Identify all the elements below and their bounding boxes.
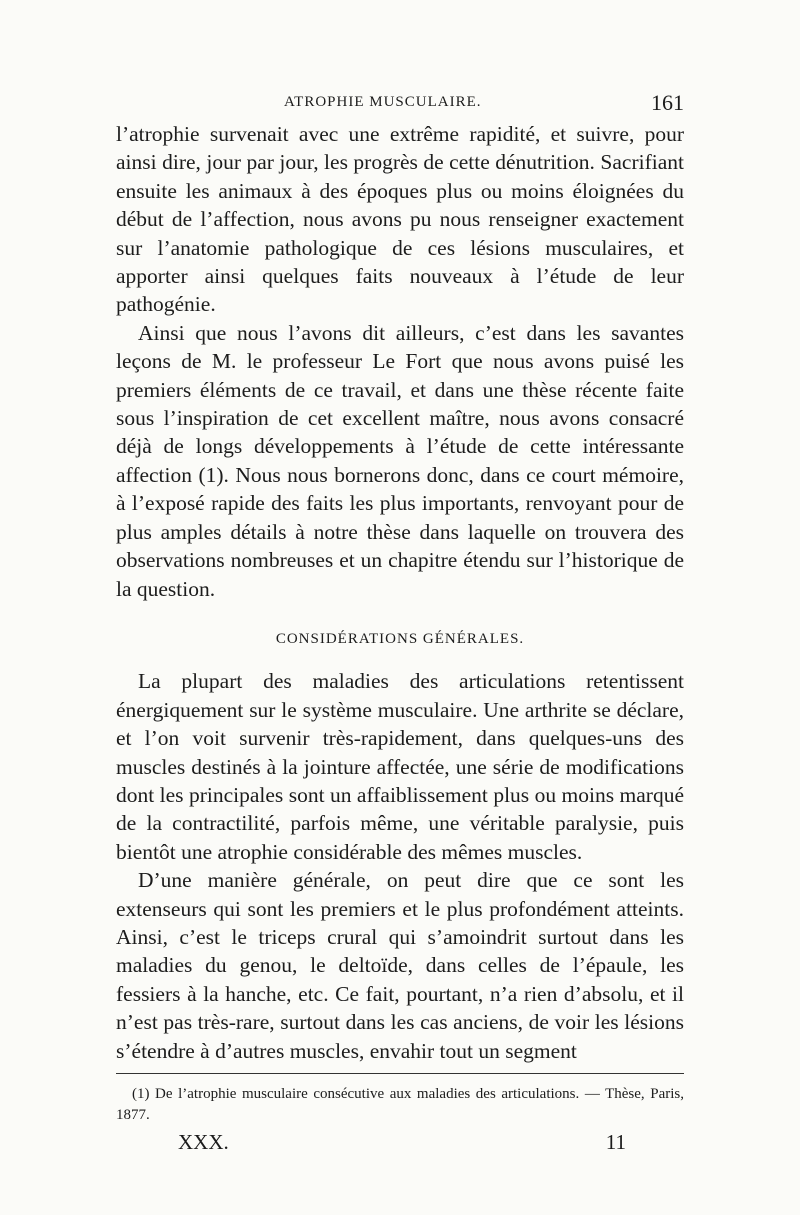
section-heading: CONSIDÉRATIONS GÉNÉRALES. xyxy=(275,630,525,647)
footnote-divider xyxy=(116,1073,684,1074)
paragraph-1: l’atrophie survenait avec une extrême rapidité, et suivre, pour ainsi dire, jour par jour, les progrès de cette dénutrition. Sacrifiant ensuite les animaux à des époques plus ou moins éloignées du début de l’affection, nous avons pu nous renseigner exactement sur l’anatomie pathologique de ces lésions musculaires, et apporter ainsi quelques faits nouveaux à l’étude de leur pathogénie. xyxy=(116,122,684,317)
footnote xyxy=(116,1084,684,1126)
signature-mark: XXX. xyxy=(178,1130,229,1154)
body-text xyxy=(116,120,684,1065)
page-number: 161 xyxy=(651,90,684,115)
signature-number: 11 xyxy=(605,1130,626,1154)
footnote-text: (1) De l’atrophie musculaire consécutive aux maladies des articulations. — Thèse, Paris, 1877. xyxy=(116,1086,684,1123)
book-page xyxy=(116,90,684,1160)
page-header xyxy=(116,90,684,120)
signature-line xyxy=(116,1130,684,1160)
running-title: ATROPHIE MUSCULAIRE. xyxy=(284,94,482,110)
paragraph-2: Ainsi que nous l’avons dit ailleurs, c’est dans les savantes leçons de M. le professeur Le Fort que nous avons puisé les premiers éléments de ce travail, et dans une thèse récente faite sous l’inspiration de cet excellent maître, nous avons consacré déjà de longs développements à l’étude de cette intéressante affection (1). Nous nous bornerons donc, dans ce court mémoire, à l’exposé rapide des faits les plus importants, renvoyant pour de plus amples détails à notre thèse dans laquelle on trouvera des observations nombreuses et un chapitre étendu sur l’historique de la question. xyxy=(116,320,684,601)
paragraph-4: D’une manière générale, on peut dire que ce sont les extenseurs qui sont les premiers et le plus profondément atteints. Ainsi, c’est le triceps crural qui s’amoindrit surtout dans les maladies du genou, le deltoïde, dans celles de l’épaule, les fessiers à la hanche, etc. Ce fait, pourtant, n’a rien d’absolu, et il n’est pas très-rare, surtout dans les cas anciens, de voir les lésions s’étendre à d’autres muscles, envahir tout un segment xyxy=(116,868,684,1063)
paragraph-3: La plupart des maladies des articulations retentissent énergiquement sur le système musculaire. Une arthrite se déclare, et l’on voit survenir très-rapidement, dans quelques-uns des muscles destinés à la jointure affectée, une série de modifications dont les principales sont un affaiblissement plus ou moins marqué de la contractilité, parfois même, une véritable paralysie, puis bientôt une atrophie considérable des mêmes muscles. xyxy=(116,669,684,864)
